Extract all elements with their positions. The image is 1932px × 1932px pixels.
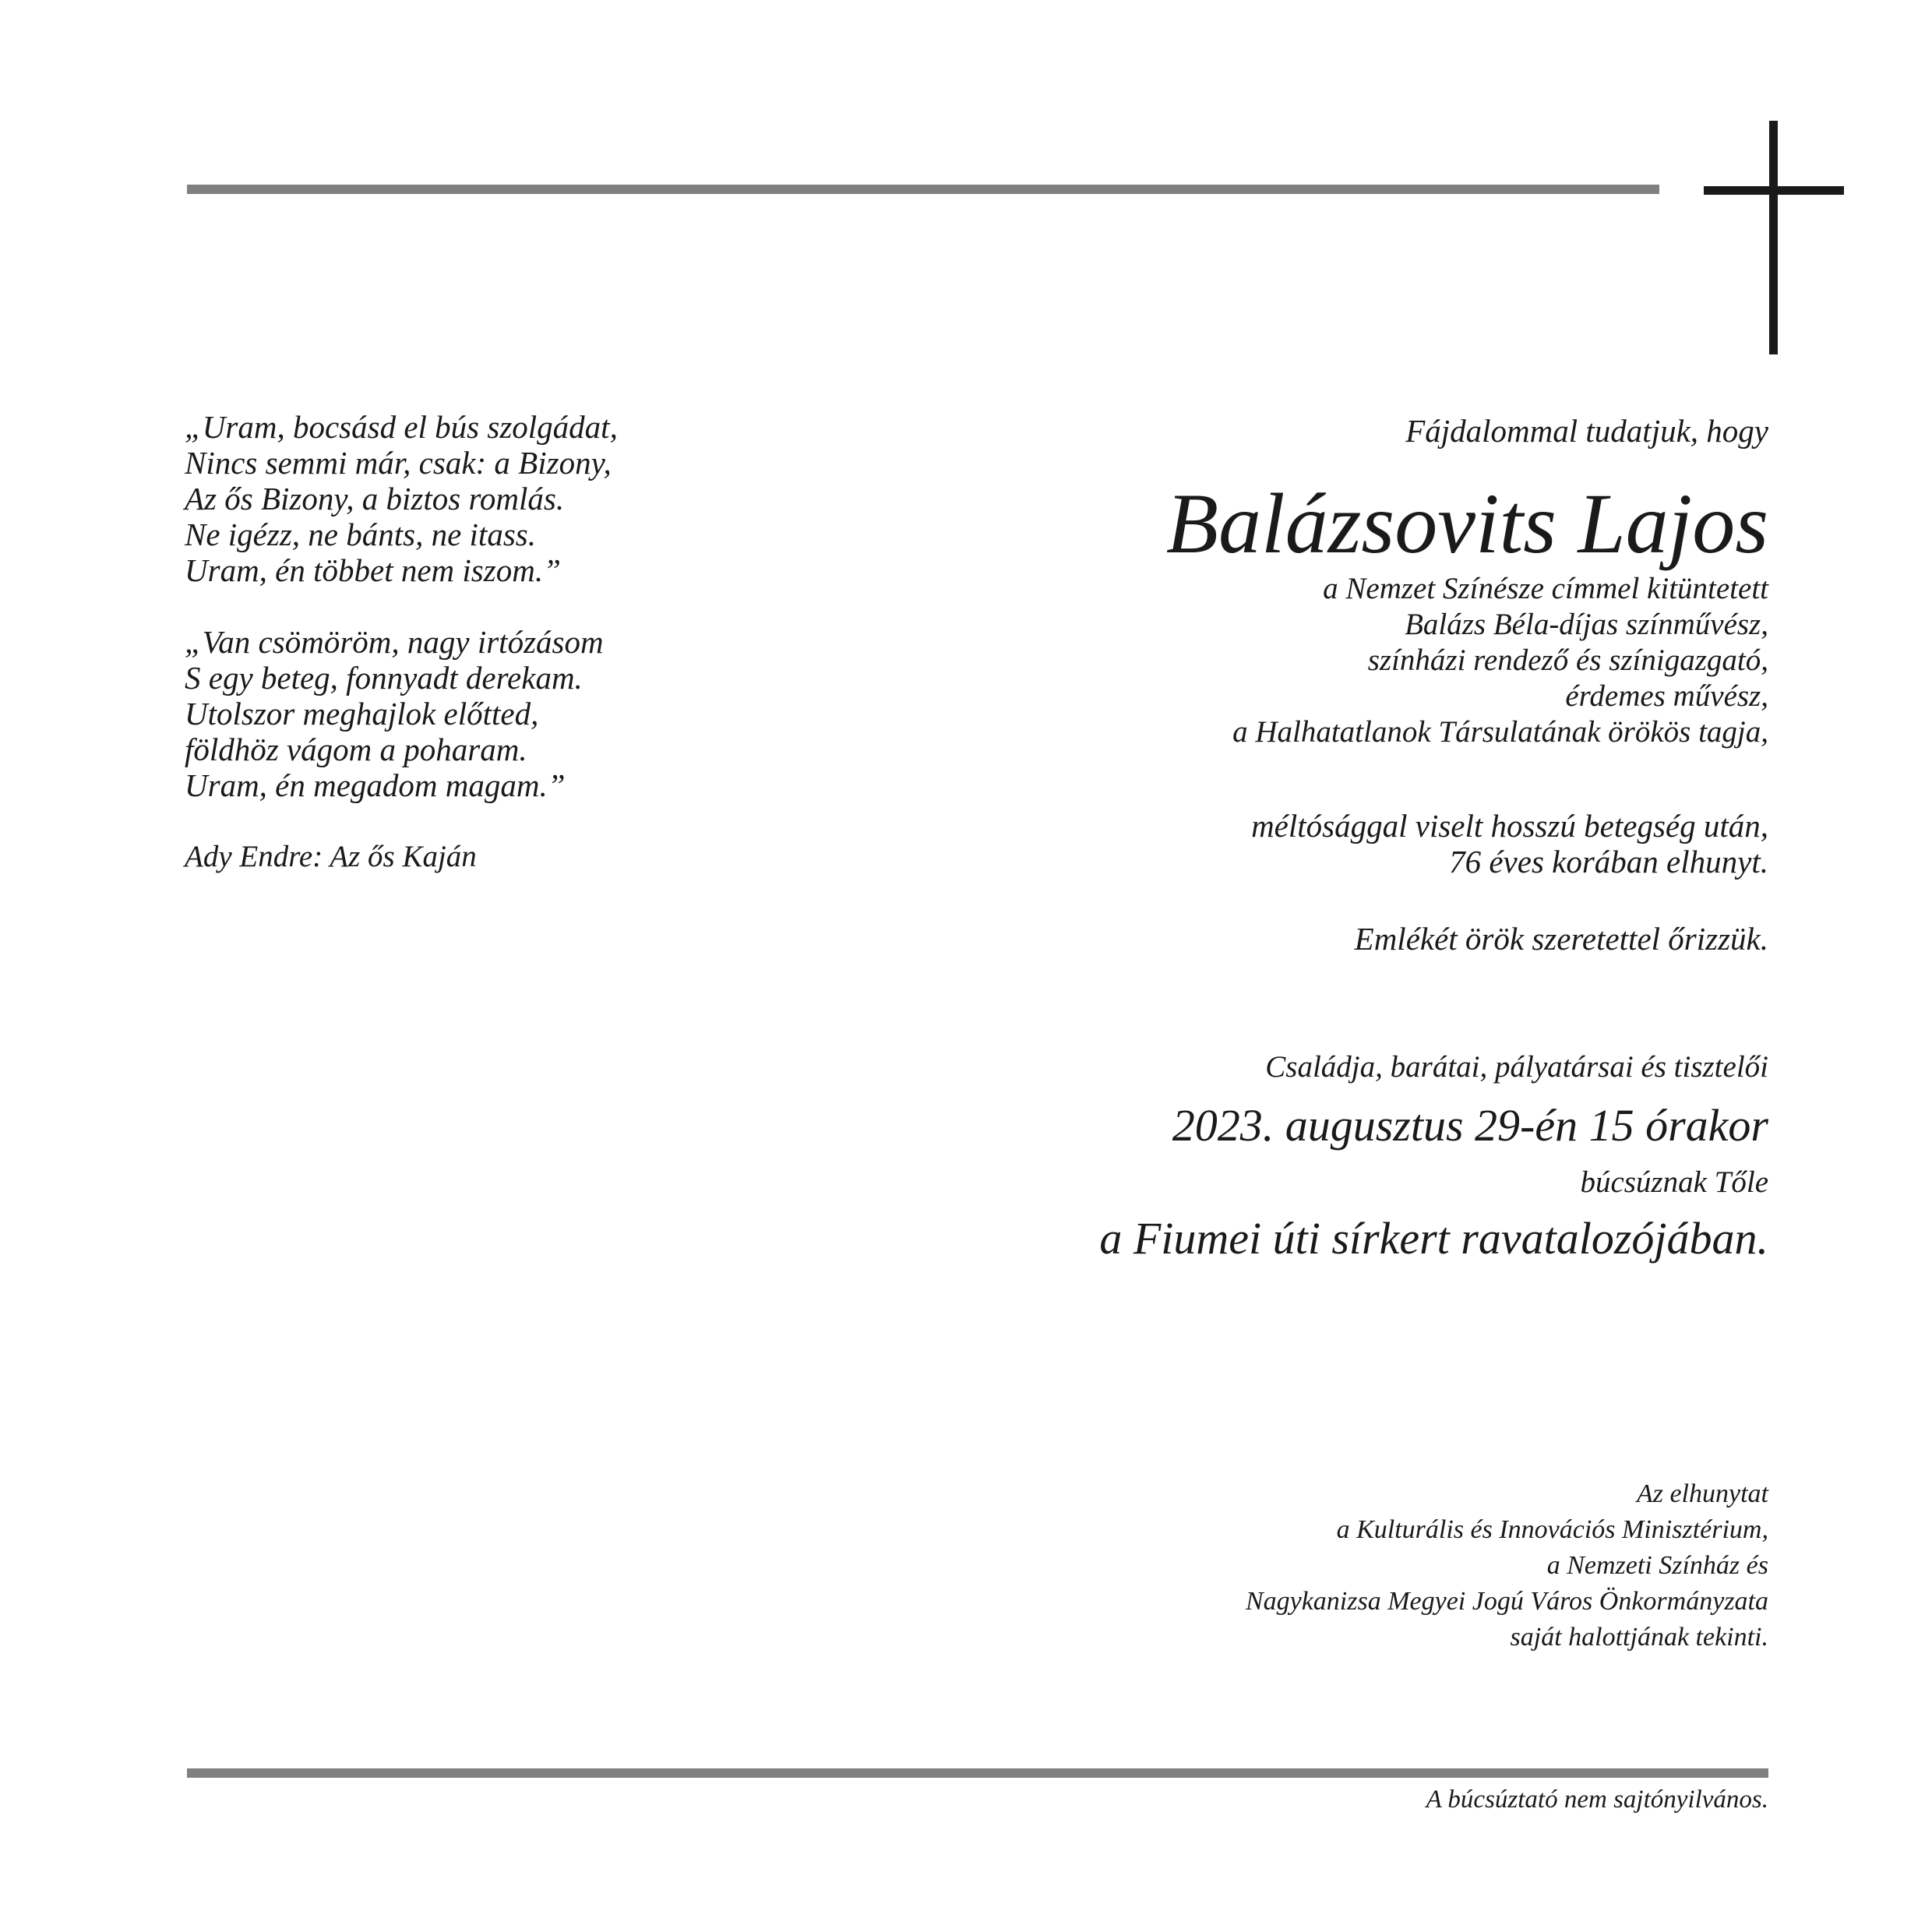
honor-statement xyxy=(1246,1476,1768,1655)
poem-line: Uram, én többet nem iszom.” xyxy=(185,552,561,588)
poem-line: S egy beteg, fonnyadt derekam. xyxy=(185,660,583,696)
poem-stanza-1 xyxy=(185,409,964,588)
funeral-venue: a Fiumei úti sírkert ravatalozójában. xyxy=(1099,1213,1768,1264)
poem-attribution: Ady Endre: Az ős Kaján xyxy=(185,840,477,873)
honor-line: saját halottjának tekinti. xyxy=(1510,1623,1768,1652)
honor-line: Az elhunytat xyxy=(1636,1479,1768,1508)
honor-line: a Nemzeti Színház és xyxy=(1546,1551,1768,1580)
poem-quote xyxy=(185,409,964,875)
title-line: a Halhatatlanok Társulatának örökös tagja, xyxy=(1232,715,1768,749)
title-line: érdemes művész, xyxy=(1565,679,1768,713)
footer-note: A búcsúztató nem sajtónyilvános. xyxy=(1426,1786,1768,1814)
cross-vertical-bar xyxy=(1769,121,1778,354)
title-line: Balázs Béla-díjas színművész, xyxy=(1405,608,1768,641)
death-statement xyxy=(1251,808,1768,880)
title-line: színházi rendező és színigazgató, xyxy=(1367,643,1768,677)
mourners-line: Családja, barátai, pályatársai és tisztelői xyxy=(1265,1050,1768,1084)
poem-line: Utolszor meghajlok előtted, xyxy=(185,696,539,732)
poem-line: Az ős Bizony, a biztos romlás. xyxy=(185,481,565,516)
poem-stanza-2 xyxy=(185,624,964,803)
death-statement-line: méltósággal viselt hosszú betegség után, xyxy=(1251,808,1768,844)
honor-line: a Kulturális és Innovációs Minisztérium, xyxy=(1336,1515,1768,1544)
top-divider xyxy=(187,185,1659,194)
memory-statement: Emlékét örök szeretettel őrizzük. xyxy=(1354,921,1768,957)
cross-horizontal-bar xyxy=(1704,186,1844,195)
title-line: a Nemzet Színésze címmel kitüntetett xyxy=(1323,572,1768,605)
poem-line: Ne igézz, ne bánts, ne itass. xyxy=(185,516,536,552)
honor-line: Nagykanizsa Megyei Jogú Város Önkormányzata xyxy=(1245,1587,1768,1616)
deceased-name: Balázsovits Lajos xyxy=(1165,476,1768,571)
bottom-divider xyxy=(187,1768,1768,1778)
announcement-intro: Fájdalommal tudatjuk, hogy xyxy=(1405,413,1768,449)
poem-line: Nincs semmi már, csak: a Bizony, xyxy=(185,445,612,481)
poem-line: „Uram, bocsásd el bús szolgádat, xyxy=(185,409,618,445)
deceased-titles xyxy=(1232,571,1768,750)
funeral-date: 2023. augusztus 29-én 15 órakor xyxy=(1172,1100,1768,1151)
poem-line: „Van csömöröm, nagy irtózásom xyxy=(185,624,604,660)
poem-line: földhöz vágom a poharam. xyxy=(185,732,527,767)
poem-line: Uram, én megadom magam.” xyxy=(185,767,566,803)
death-statement-line: 76 éves korában elhunyt. xyxy=(1449,844,1768,880)
farewell-line: búcsúznak Tőle xyxy=(1580,1165,1768,1199)
